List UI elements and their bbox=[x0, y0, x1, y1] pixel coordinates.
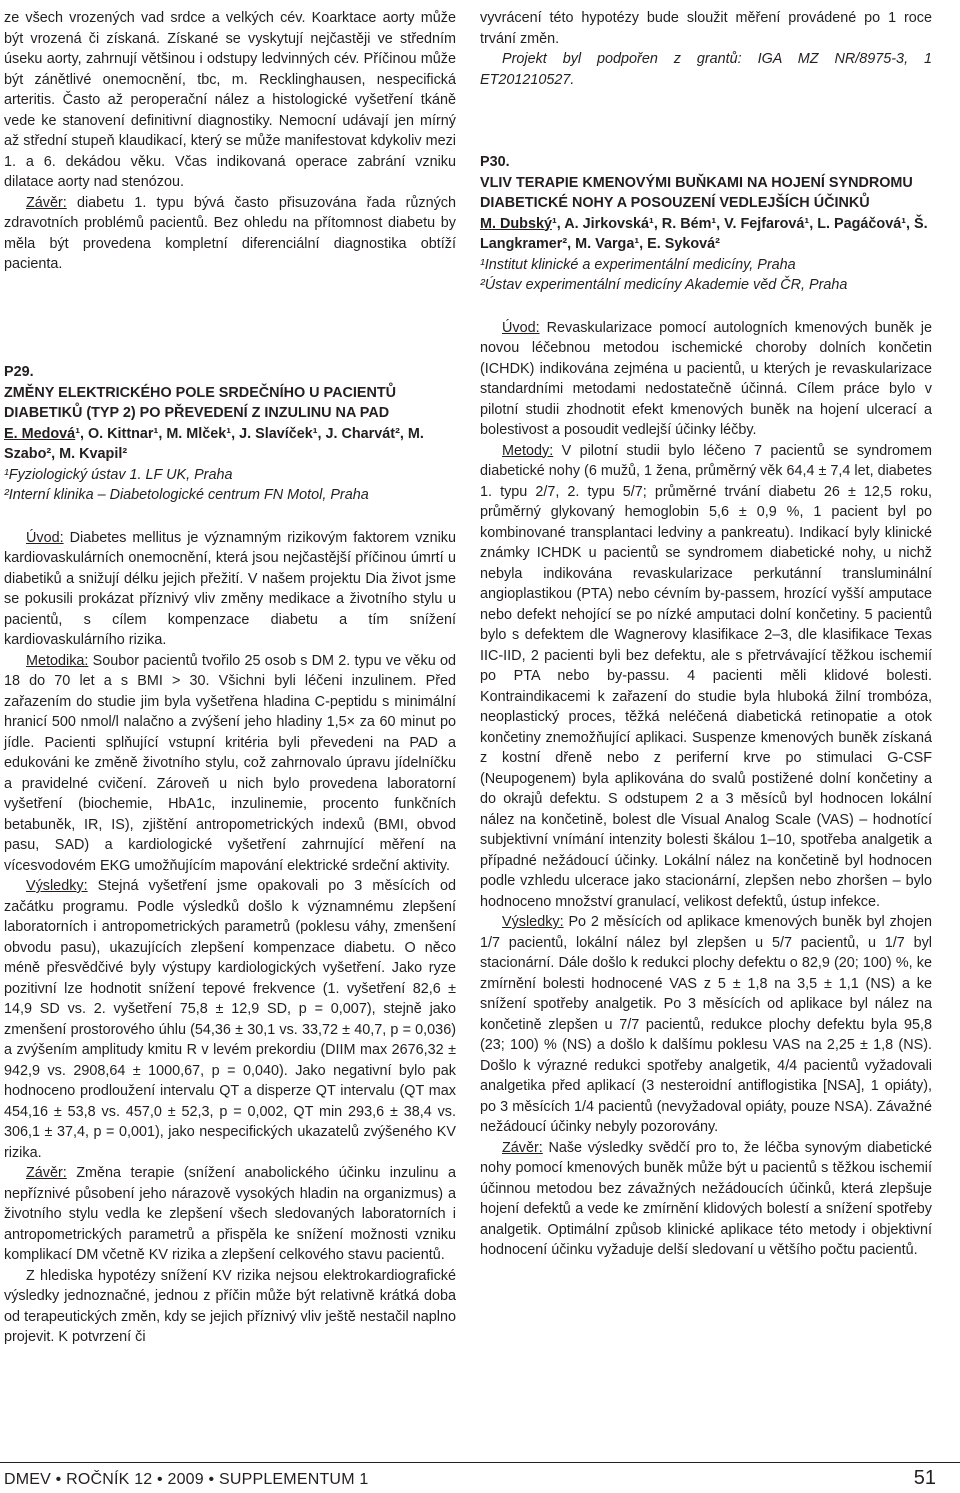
conclusion-paragraph bbox=[4, 193, 456, 275]
abstract-p29 bbox=[4, 362, 456, 1348]
grant-note: Projekt byl podpořen z grantů: IGA MZ NR/8975-3, 1 ET201210527. bbox=[480, 51, 932, 88]
results-label: Výsledky: bbox=[502, 914, 564, 930]
conclusion-label: Závěr: bbox=[26, 1165, 67, 1181]
affiliation-2: ²Interní klinika – Diabetologické centrum FN Motol, Praha bbox=[4, 487, 369, 503]
continued-paragraph: vyvrácení této hypotézy bude sloužit měření provádené po 1 roce trvání změn. bbox=[480, 10, 932, 47]
final-paragraph: Z hlediska hypotézy snížení KV rizika nejsou elektrokardiografické výsledky jednoznačné, jednou z příčin může být relativně krátká doba od terapeutických změn, kdy se jejich příznivý vliv ještě nestačil naplno projevit. K potvrzení či bbox=[4, 1267, 456, 1345]
methods-text: V pilotní studii bylo léčeno 7 pacientů se syndromem diabetické nohy (6 mužů, 1 žena, průměrný věk 64,4 ± 7,4 let, diabetes 1. typu 2/7, 2. typu 5/7; průměrné trvání diabetu 26 ± 12,5 roku, průměrný glykovaný hemoglobin 5,6 ± 0,9 %, 1 pacient byl po kombinované transplantaci ledviny a pankreatu). Indikací byly klinické známky ICHDK u pacientů se syndromem diabetické nohy, u nichž nebyla indikována revaskularizace perkutánní transluminální angioplastikou (PTA) nebo cévním by-passem, hrozící vyšší amputace nebo defekt nehojící se po nízké amputaci dolní končetiny. 5 pacientů bylo s defektem dle Wagnerovy klasifikace 2–3, dle klasifikace Texas IIC-IID, 2 pacienti byli bez defektu, ale s přetrvávající těžkou ischemií po PTA nebo by-passu. 4 pacienti měli klidové bolesti. Kontraindikacemi k zařazení do studie byla hluboká žilní trombóza, neoplastický proces, těžká neléčená diabetická retinopatie a otok končetiny znemožňující aplikaci. Suspenze kmenových buněk získaná z kostní dřeně nebo z periferní krve po stimulaci G-CSF (Neupogenem) byla aplikována do svalů postižené dolní končetiny a do okrajů defektu. S odstupem 2 a 3 měsíců byl hodnocen lokální nález na končetině, bolest dle Visual Analog Scale (VAS) – hodnotící subjektivní vnímání intenzity bolesti škálou 1–10, spotřeba analgetik a případné nežádoucí účinky. Lokální nález na končetině byl hodnocen podle vzhledu ulcerace jako stacionární, zlepšen nebo zhoršen – bylo hodnoceno množství granulací, velikost defektů, ústup infekce. bbox=[480, 442, 932, 910]
abstract-p30 bbox=[480, 152, 932, 1261]
affiliation-1: ¹Fyziologický ústav 1. LF UK, Praha bbox=[4, 466, 233, 483]
methods-text: Soubor pacientů tvořilo 25 osob s DM 2. typu ve věku od 18 do 70 let a s BMI > 30. Všichni byli léčeni inzulinem. Před zařazením do studie jim byla vyšetřena hladina C-peptidu s minimální hranicí 500 nmol/l nalačno a zvýšení jeho hladiny 1,5× za 60 minut po jídle. Pacienti splňující vstupní kritéria byli převedeni na PAD a edukováni ke změně životního stylu, což zahrnovalo úpravu jídelníčku a pravidelné cvičení. Zároveň u nich bylo provedena laboratorní vyšetření (biochemie, HbA1c, inzulinemie, procento funkčních betabuněk, IR, IS), zjištění antropometrických indexů (BMI, obvod pasu, SAD) a kardiologické vyšetření zahrnující měření na vícesvodovém EKG umožňujícím mapování elektrické srdeční aktivity. bbox=[4, 652, 456, 874]
results-label: Výsledky: bbox=[26, 878, 88, 894]
results-paragraph bbox=[480, 912, 932, 1138]
intro-text: Revaskularizace pomocí autologních kmenových buněk je novou léčebnou metodou ischemické choroby dolních končetin (ICHDK) indikována zejména u pacientů, u kterých je revaskularizace standardními metodami nedostatečně účinná. Cílem práce bylo v pilotní studii zhodnotit efekt kmenových buněk na hojení ulcerací a bolestivost a posoudit vedlejší účinky léčby. bbox=[480, 319, 932, 438]
intro-label: Úvod: bbox=[26, 529, 64, 546]
conclusion-text: diabetu 1. typu bývá často přisuzována řada různých zdravotních problémů pacientů. Bez ohledu na přítomnost diabetu by měla být provedena kompletní diferenciální diagnostika obtíží pacienta. bbox=[4, 194, 456, 272]
conclusion-paragraph bbox=[4, 1163, 456, 1266]
abstract-code: P30. bbox=[480, 154, 510, 170]
conclusion-label: Závěr: bbox=[26, 194, 67, 211]
abstract-authors bbox=[480, 214, 932, 255]
page-number: 51 bbox=[913, 1467, 936, 1489]
other-authors: ¹, A. Jirkovská¹, R. Bém¹, V. Fejfarová¹, L. Pagáčová¹, Š. Langkramer², M. Varga¹, E. Syková² bbox=[480, 215, 928, 252]
results-paragraph bbox=[4, 876, 456, 1163]
methods-paragraph bbox=[4, 651, 456, 877]
abstract-title: ZMĚNY ELEKTRICKÉHO POLE SRDEČNÍHO U PACIENTŮ DIABETIKŮ (TYP 2) PO PŘEVEDENÍ Z INZULINU NA PAD bbox=[4, 384, 397, 421]
results-text: Po 2 měsících od aplikace kmenových buněk byl zhojen 1/7 pacientů, lokální nález byl zlepšen u 5/7 pacientů, u 1/7 byl stacionární. Dále došlo k redukci plochy defektu o 82,9 (20; 100) %, ke zmírnění bolesti hodnocené VAS z 5 ± 1,8 na 3,5 ± 1,1 (NS) a ke snížení spotřeby analgetik. Po 3 měsících od aplikace byl nález na končetině zlepšen u 7/7 pacientů, redukce plochy defektu byla 95,8 (23; 100) % (NS) a došlo k dalšímu poklesu VAS na 2,25 ± 1,8 (NS). Došlo k výrazné redukci spotřeby analgetik, 4/4 pacientů vyžadovali analgetika před aplikací (3 nesteroidní antiflogistika [NSA], 1 opiáty), po 3 měsících 1/4 pacientů (nevyžadoval opiáty, pouze NSA). Závažné nežádoucí účinky nebyly pozorovány. bbox=[480, 914, 932, 1135]
intro-paragraph bbox=[4, 528, 456, 651]
methods-label: Metodika: bbox=[26, 652, 89, 669]
right-column-top bbox=[480, 8, 932, 90]
intro-label: Úvod: bbox=[502, 319, 540, 336]
other-authors: ¹, O. Kittnar¹, M. Mlček¹, J. Slavíček¹, J. Charvát², M. Szabo², M. Kvapil² bbox=[4, 425, 424, 462]
methods-paragraph bbox=[480, 441, 932, 913]
left-column bbox=[4, 8, 456, 275]
first-author: E. Medová bbox=[4, 425, 76, 442]
conclusion-paragraph bbox=[480, 1138, 932, 1261]
journal-info: DMEV • ROČNÍK 12 • 2009 • SUPPLEMENTUM 1 bbox=[4, 1471, 369, 1488]
affiliation-1: ¹Institut klinické a experimentální medicíny, Praha bbox=[480, 256, 796, 273]
page-footer bbox=[0, 1462, 960, 1493]
conclusion-label: Závěr: bbox=[502, 1139, 543, 1156]
first-author: M. Dubský bbox=[480, 215, 552, 232]
conclusion-text: Naše výsledky svědčí pro to, že léčba synovým diabetické nohy pomocí kmenových buněk může být u pacientů s těžkou ischemií účinnou metodou bez závažných nežádoucích účinků, která zlepšuje hojení defektů a vede ke zmírnění klidových bolestí a snížení spotřeby analgetik. Optimální způsob klinické aplikace této metody i objektivní hodnocení účinku vyžaduje delší sledovaní u většího počtu pacientů. bbox=[480, 1139, 932, 1258]
abstract-title: VLIV TERAPIE KMENOVÝMI BUŇKAMI NA HOJENÍ SYNDROMU DIABETICKÉ NOHY A POSOUZENÍ VEDLEJŠÍCH ÚČINKŮ bbox=[480, 174, 913, 211]
methods-label: Metody: bbox=[502, 442, 554, 459]
affiliation-2: ²Ústav experimentální medicíny Akademie věd ČR, Praha bbox=[480, 277, 848, 293]
intro-paragraph bbox=[480, 318, 932, 441]
abstract-code: P29. bbox=[4, 364, 34, 380]
continued-paragraph: ze všech vrozených vad srdce a velkých cév. Koarktace aorty může být vrozená či získaná. Získané se vyskytují nejčastěji ve středním úseku aorty, zahrnují většinou i odstupy ledvinných cév. Příčinou může být zánětlivé onemocnění, tbc, m. Recklinghausen, nespecifická arteritis. Často až peroperační nález a histologické vyšetření tkáně vede ke stanovení definitivní diagnostiky. Nemocní udávají jen mírný až střední stupeň klaudikací, který se může manifestovat kdykoliv mezi 1. a 6. dekádou věku. Včas indikovaná operace zabrání vzniku dilatace aorty nad stenózou. bbox=[4, 10, 456, 190]
intro-text: Diabetes mellitus je významným rizikovým faktorem vzniku kardiovaskulárních onemocnění, která jsou nejčastější příčinou úmrtí u diabetiků a snižují délku jejich přežití. V našem projektu Dia život jsme se pokusili prokázat příznivý vliv změny medikace a životního stylu u pacientů, s cílem kompenzace diabetu a tím snížení kardiovaskulárního rizika. bbox=[4, 529, 456, 648]
conclusion-text: Změna terapie (snížení anabolického účinku inzulinu a nepříznivé působení jeho nárazově vysokých hladin na organizmus) a životního stylu vedla ke zlepšení všech sledovaných laboratorních i antropometrických parametrů a přispěla ke snížení možnosti vzniku komplikací DM včetně KV rizika a zlepšení celkového stavu pacientů. bbox=[4, 1165, 456, 1263]
abstract-authors bbox=[4, 424, 456, 465]
results-text: Stejná vyšetření jsme opakovali po 3 měsících od začátku programu. Podle výsledků došlo k významnému zlepšení laboratorních i antropometrických parametrů (poklesu váhy, zmenšení obvodu pasu), ukazujících zlepšení kompenzace diabetu. O něco méně přesvědčivé byly výstupy kardiologických vyšetření. Jako ryze pozitivní lze hodnotit snížení tepové frekvence (1. vyšetření 82,6 ± 14,9 SD vs. 2. vyšetření 75,8 ± 12,9 SD, p = 0,007), stejně jako zmenšení prostorového úhlu (54,36 ± 30,1 vs. 33,72 ± 40,7, p = 0,036) a zvýšením amplitudy kmitu R v levém prekordiu (DIIM max 2676,32 ± 942,9 vs. 2908,64 ± 1000,67, p = 0,040). Jako negativní bylo pak hodnoceno prodloužení intervalu QT a disperze QT intervalu (QT max 454,16 ± 53,8 vs. 457,0 ± 52,3, p = 0,002, QT min 293,6 ± 38,4 vs. 306,1 ± 37,4, p = 0,001), jako nespecifických ukazatelů zvýšeného KV rizika. bbox=[4, 878, 456, 1161]
